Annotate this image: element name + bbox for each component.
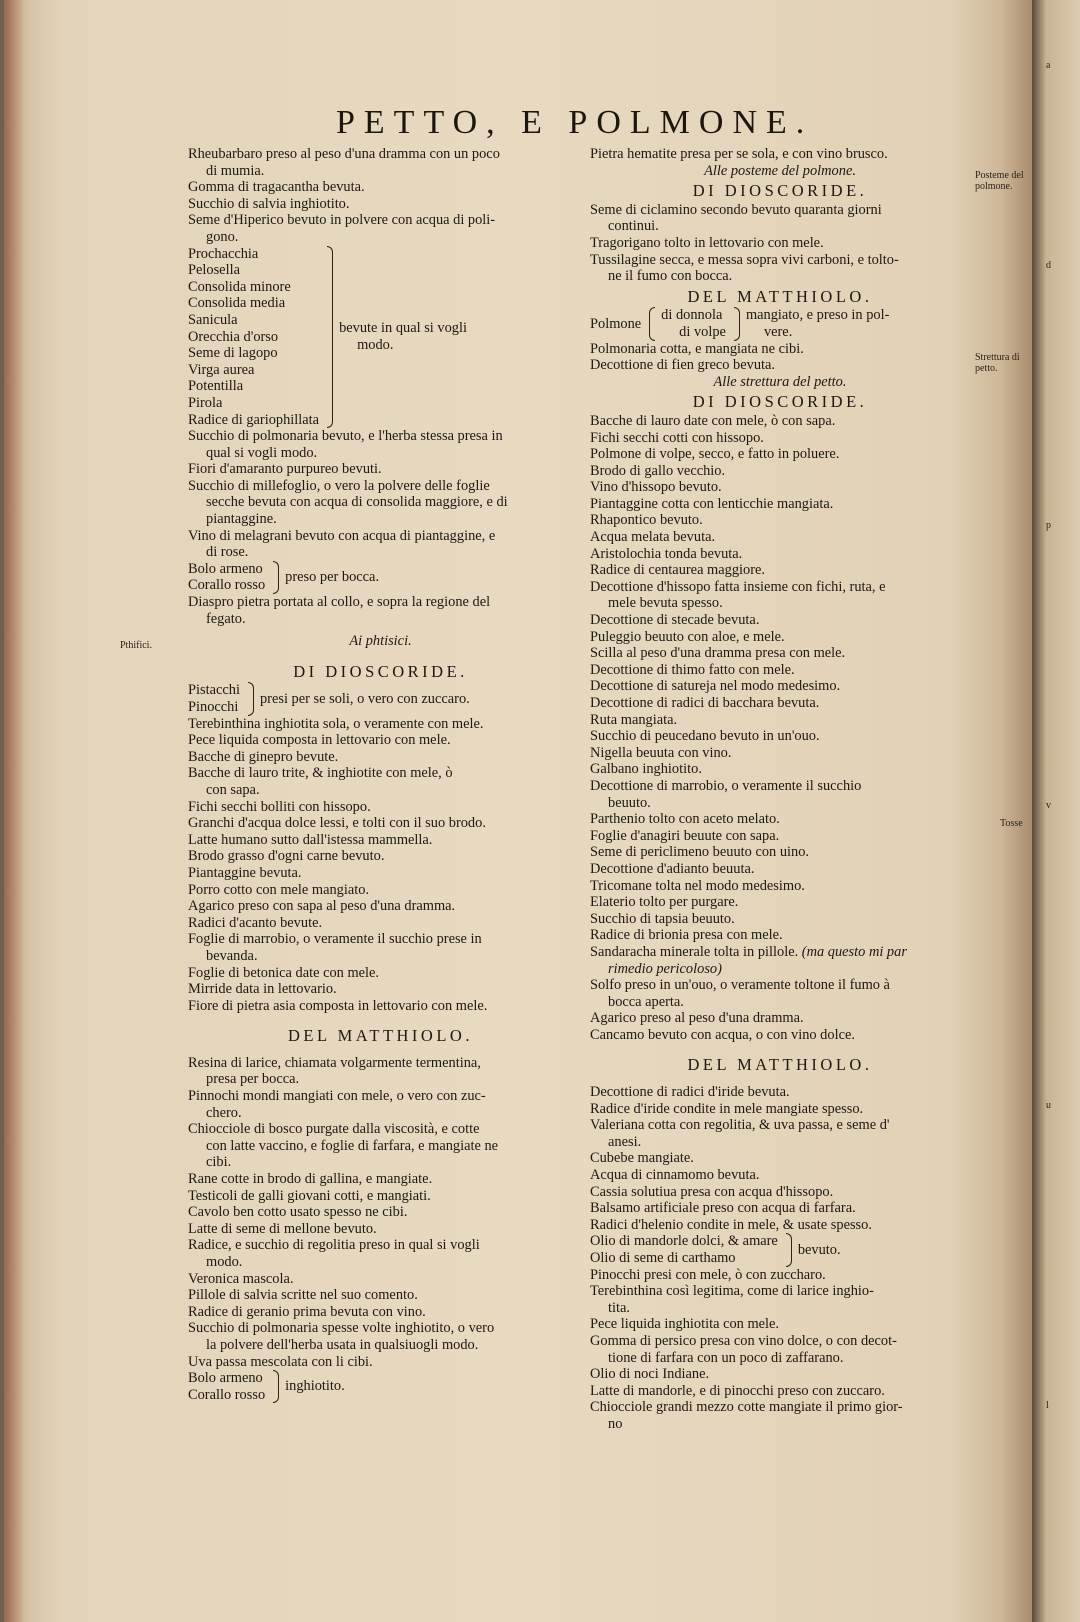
text-line: cibi. [206,1154,232,1171]
facing-page-fragment: p [1046,520,1051,531]
text-line: no [608,1415,623,1432]
brace-mark [649,307,655,340]
brace-items [188,1370,265,1403]
brace-group-herbs [188,246,573,429]
text-line: Succhio di polmonaria bevuto, e l'herba stessa presa in [188,428,503,445]
text-line: con sapa. [206,781,260,798]
text-line: Bacche di lauro trite, & inghiotite con mele, ò [188,765,453,782]
text-line: Cubebe mangiate. [590,1150,694,1167]
text-line: Radice di brionia presa con mele. [590,927,783,944]
remedy-list [188,594,573,627]
remedy-list [188,428,573,561]
text-line: modo. [357,336,394,353]
right-column [590,146,970,1433]
text-line: Pinocchi presi con mele, ò con zuccharo. [590,1266,826,1283]
text-line: Rhapontico bevuto. [590,512,703,529]
facing-page-fragment: a [1046,60,1051,71]
text-line: Testicoli de galli giovani cotti, e mangiati. [188,1187,431,1204]
remedy-line [590,961,970,978]
text-line: Rheubarbaro preso al peso d'una dramma con un poco [188,146,500,162]
remedy-text: Sandaracha minerale tolta in pillole. [590,943,799,960]
text-line: Radice di geranio prima bevuta con vino. [188,1303,426,1320]
text-line: Decottione di fien greco bevuta. [590,357,776,374]
remedy-list [590,202,970,285]
text-line: Decottione di radici di bacchara bevuta. [590,695,820,711]
remedy-list [590,341,970,374]
text-line: Decottione di stecade bevuta. [590,612,760,629]
text-line: Pelosella [188,262,240,279]
text-line: Fiori d'amaranto purpureo bevuti. [188,461,382,478]
brace-items [590,1233,778,1266]
text-line: mele bevuta spesso. [608,595,723,612]
brace-label: Polmone [590,315,642,332]
brace-result: preso per bocca. [285,569,380,586]
remedy-list [590,413,970,944]
text-line: Decottione di marrobio, o veramente il succhio [590,777,862,794]
section-heading: DEL MATTHIOLO. [687,286,873,306]
text-line: Acqua melata bevuta. [590,529,716,546]
book-spine [4,0,24,1622]
text-line: Virga aurea [188,361,255,378]
text-line: Prochacchia [188,245,259,262]
text-line: la polvere dell'herba usata in qualsiuogli modo. [206,1336,479,1353]
text-line: Bacche di ginepro bevute. [188,748,339,765]
brace-result: presi per se soli, o vero con zuccaro. [259,690,470,707]
brace-result [746,307,889,340]
text-line: Cancamo bevuto con acqua, o con vino dolce. [590,1026,855,1043]
text-line: Sanicula [188,311,238,328]
text-line: Rane cotte in brodo di gallina, e mangiate. [188,1171,433,1188]
text-line: Seme di ciclamino secondo bevuto quaranta giorni [590,201,882,218]
text-line: Piantaggine bevuta. [188,864,302,881]
brace-group-bolo [188,561,573,594]
text-line: piantaggine. [206,511,277,528]
text-line: Tragorigano tolto in lettovario con mele. [590,234,824,251]
facing-page-fragment: v [1046,800,1051,811]
text-line: Foglie di marrobio, o veramente il succhio prese in [188,931,482,948]
remedy-list [590,146,970,163]
text-line: Mirride data in lettovario. [188,981,337,998]
text-line: Potentilla [188,378,244,395]
page-title: PETTO, E POLMONE. [336,104,814,141]
text-line: Tussilagine secca, e messa sopra vivi carboni, e tolto- [590,251,899,268]
text-line: fegato. [206,610,246,627]
text-line: Agarico preso al peso d'una dramma. [590,1010,804,1027]
text-line: Scilla al peso d'una dramma presa con mele. [590,645,846,662]
text-line: secche bevuta con acqua di consolida maggiore, e di [206,494,508,511]
text-line: Foglie d'anagiri beuute con sapa. [590,827,780,844]
text-line: Bacche di lauro date con mele, ò con sapa. [590,412,836,429]
text-line: Radice di centaurea maggiore. [590,562,765,579]
text-line: Pinnochi mondi mangiati con mele, o vero con zuc- [188,1088,486,1105]
remedy-line [590,944,970,961]
brace-mark [273,1370,279,1403]
margin-note-strettura [975,352,1020,374]
brace-items [661,307,726,340]
text-line: Gomma di tragacantha bevuta. [188,179,365,196]
margin-note-tosse: Tosse [1000,818,1023,829]
text-line: bevanda. [206,947,258,964]
facing-page-fragment: d [1046,260,1051,271]
brace-group-pistacchi [188,682,573,715]
text-line: Decottione di thimo fatto con mele. [590,661,795,678]
text-line: Parthenio tolto con aceto melato. [590,811,780,828]
text-line: Bolo armeno [188,1370,263,1387]
text-line: Radice d'iride condite in mele mangiate spesso. [590,1100,864,1117]
text-line: Latte humano sutto dall'istessa mammella. [188,831,433,848]
text-line: Corallo rosso [188,1386,266,1403]
text-line: Solfo preso in un'ouo, o veramente toltone il fumo à [590,977,890,994]
text-line: Foglie di betonica date con mele. [188,964,380,981]
text-line: bevute in qual si vogli [339,320,467,337]
text-line: Fiore di pietra asia composta in lettovario con mele. [188,997,488,1014]
margin-note-phthisis: Pthifici. [120,640,152,651]
brace-group-polmone [590,307,970,340]
text-line: Cavolo ben cotto usato spesso ne cibi. [188,1204,408,1221]
section-subheading: Ai phtisici. [349,633,412,650]
text-line: Succhio di millefoglio, o vero la polvere delle foglie [188,477,490,494]
brace-result [339,320,467,353]
text-line: di volpe [679,323,726,340]
text-line: Radici d'helenio condite in mele, & usate spesso. [590,1216,872,1233]
facing-page-edge [1032,0,1080,1622]
text-line: Cassia solutiua presa con acqua d'hissopo. [590,1183,834,1200]
text-line: continui. [608,218,659,235]
text-line: Piantaggine cotta con lenticchie mangiata. [590,495,834,512]
text-line: Latte di mandorle, e di pinocchi preso con zuccaro. [590,1382,885,1399]
section-heading: DEL MATTHIOLO. [687,1055,873,1075]
text-line: Elaterio tolto per purgare. [590,894,739,911]
section-heading: DI DIOSCORIDE. [692,392,868,412]
brace-result: inghiotito. [285,1378,345,1395]
text-line: tita. [608,1299,630,1316]
text-line: presa per bocca. [206,1071,300,1088]
text-line: di rose. [206,544,249,561]
text-line: Brodo di gallo vecchio. [590,462,726,479]
text-line: Chiocciole grandi mezzo cotte mangiate il primo gior- [590,1399,903,1416]
text-line: Brodo grasso d'ogni carne bevuto. [188,848,385,865]
text-line: Acqua di cinnamomo bevuta. [590,1167,760,1184]
text-line: Decottione di radici d'iride bevuta. [590,1084,790,1101]
text-line: Consolida minore [188,278,291,295]
text-line: anesi. [608,1133,642,1150]
remedy-list [590,977,970,1043]
text-line: Terebinthina inghiotita sola, o veramente con mele. [188,715,484,732]
text-line: vere. [763,323,793,340]
text-line: Radici d'acanto bevute. [188,914,323,931]
text-line: Succhio di peucedano bevuto in un'ouo. [590,728,820,745]
text-line: qual si vogli modo. [206,444,318,461]
text-line: mangiato, e preso in pol- [745,307,890,324]
text-line: Decottione d'hissopo fatta insieme con fichi, ruta, e [590,578,886,595]
margin-note-line: Strettura di [975,352,1020,363]
text-line: Latte di seme di mellone bevuto. [188,1220,377,1237]
text-line: di mumia. [206,162,265,179]
margin-note-line: Posteme del [975,170,1024,181]
text-line: Corallo rosso [188,577,266,594]
text-line: Vino d'hissopo bevuto. [590,479,722,496]
author-note: rimedio pericoloso) [608,960,722,977]
margin-note-posteme [975,170,1024,192]
brace-items [188,561,265,594]
text-line: con latte vaccino, e foglie di farfara, e mangiate ne [206,1137,499,1154]
brace-mark [273,561,279,594]
text-line: Porro cotto con mele mangiato. [188,881,370,898]
text-line: Puleggio beuuto con aloe, e mele. [590,628,785,645]
text-line: Ruta mangiata. [590,711,678,728]
text-line: Uva passa mescolata con li cibi. [188,1353,373,1370]
section-subheading: Alle posteme del polmone. [704,162,856,179]
text-line: Consolida media [188,295,286,312]
brace-result: bevuto. [797,1241,841,1258]
text-line: Polmonaria cotta, e mangiata ne cibi. [590,340,804,357]
text-line: gono. [206,228,239,245]
author-note: (ma questo mi par [801,943,907,960]
brace-items [188,246,319,429]
text-line: Pistacchi [188,682,240,699]
text-line: Polmone di volpe, secco, e fatto in poluere. [590,446,840,463]
text-line: Nigella beuuta con vino. [590,744,732,761]
text-line: Chiocciole di bosco purgate dalla viscosità, e cotte [188,1121,480,1138]
brace-group-bolo-2 [188,1370,573,1403]
text-line: Agarico preso con sapa al peso d'una dramma. [188,898,456,915]
text-line: Pillole di salvia scritte nel suo comento. [188,1287,418,1304]
brace-items [188,682,240,715]
brace-mark [734,307,740,340]
margin-note-line: polmone. [975,181,1013,192]
text-line: Veronica mascola. [188,1270,294,1287]
text-line: Fichi secchi bolliti con hissopo. [188,798,371,815]
text-line: Valeriana cotta con regolitia, & uva passa, e seme d' [590,1117,890,1134]
section-subheading: Alle strettura del petto. [713,373,847,390]
brace-mark [786,1233,792,1266]
remedy-list [590,1084,970,1233]
facing-page-fragment: u [1046,1100,1051,1111]
text-line: Seme d'Hiperico bevuto in polvere con acqua di poli- [188,212,496,229]
text-line: Radice, e succhio di regolitia preso in qual si vogli [188,1237,480,1254]
text-line: Gomma di persico presa con vino dolce, o con decot- [590,1332,897,1349]
text-line: Resina di larice, chiamata volgarmente termentina, [188,1054,481,1071]
margin-note-line: petto. [975,363,998,374]
text-line: Fichi secchi cotti con hissopo. [590,429,764,446]
remedy-list [590,1267,970,1433]
brace-group-olio [590,1233,970,1266]
text-line: Pece liquida inghiotita con mele. [590,1316,780,1333]
text-line: Bolo armeno [188,560,263,577]
text-line: Tricomane tolta nel modo medesimo. [590,877,805,894]
text-line: beuuto. [608,794,651,811]
remedy-list [188,716,573,1015]
text-line: bocca aperta. [608,993,684,1010]
brace-mark [248,682,254,715]
text-line: Orecchia d'orso [188,328,279,345]
remedy-list [188,1055,573,1370]
section-heading: DI DIOSCORIDE. [692,181,868,201]
text-line: chero. [206,1104,242,1121]
text-line: Balsamo artificiale preso con acqua di farfara. [590,1200,856,1217]
text-line: tione di farfara con un poco di zaffarano. [608,1349,844,1366]
text-line: Succhio di polmonaria spesse volte inghiotito, o vero [188,1320,495,1337]
text-line: Seme di lagopo [188,345,278,362]
remedy-list [188,146,573,246]
text-line: Pece liquida composta in lettovario con mele. [188,732,451,749]
text-line: Terebinthina così legitima, come di larice inghio- [590,1283,874,1300]
text-line: Pinocchi [188,699,239,715]
section-heading: DEL MATTHIOLO. [288,1026,473,1046]
brace-mark [327,246,333,429]
text-line: Succhio di tapsia beuuto. [590,910,735,927]
text-line: ne il fumo con bocca. [608,268,733,285]
section-heading: DI DIOSCORIDE. [293,661,468,681]
facing-page-fragment: l [1046,1400,1049,1411]
left-column [188,146,573,1403]
text-line: Galbano inghiotito. [590,761,702,778]
text-line: Olio di noci Indiane. [590,1366,710,1383]
text-line: Seme di periclimeno beuuto con uino. [590,844,810,861]
text-line: Decottione di satureja nel modo medesimo. [590,678,841,695]
text-line: Aristolochia tonda bevuta. [590,545,743,562]
text-line: Pirola [188,394,223,411]
text-line: di donnola [661,307,723,324]
text-line: modo. [206,1254,243,1270]
text-line: Granchi d'acqua dolce lessi, e tolti con il suo brodo. [188,815,486,832]
text-line: Decottione d'adianto beuuta. [590,860,755,877]
text-line: Olio di seme di carthamo [590,1250,736,1266]
text-line: Radice di gariophillata [188,411,320,428]
text-line: Diaspro pietra portata al collo, e sopra la regione del [188,594,491,611]
text-line: Vino di melagrani bevuto con acqua di piantaggine, e [188,527,496,544]
text-line: Succhio di salvia inghiotito. [188,195,350,212]
text-line: Olio di mandorle dolci, & amare [590,1233,778,1250]
text-line: Pietra hematite presa per se sola, e con vino brusco. [590,146,888,162]
